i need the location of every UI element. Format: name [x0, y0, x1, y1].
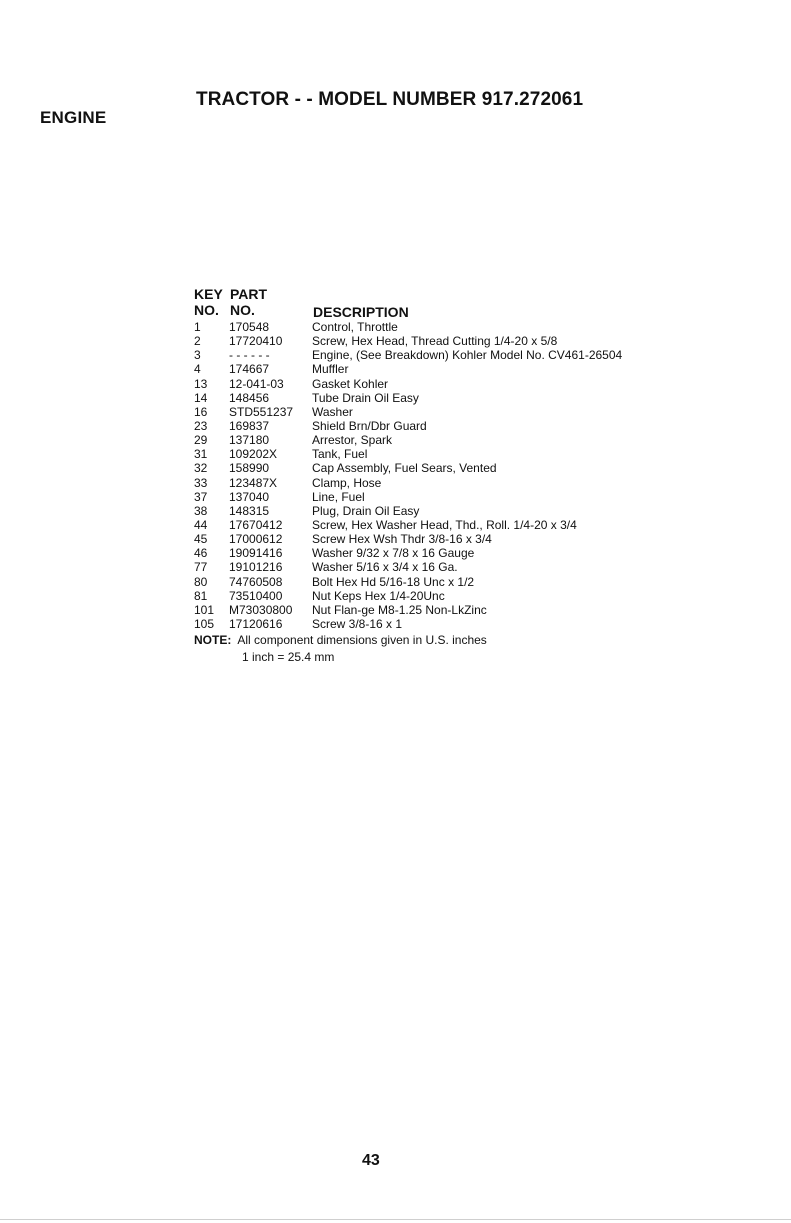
key-no: 77: [194, 560, 208, 575]
part-no: 109202X: [229, 447, 278, 462]
part-description: Cap Assembly, Fuel Sears, Vented: [312, 461, 497, 476]
key-no: 4: [194, 362, 201, 377]
part-no: 74760508: [229, 574, 283, 589]
part-description: Screw 3/8-16 x 1: [312, 616, 403, 631]
part-description: Muffler: [312, 362, 349, 377]
key-no: 46: [194, 546, 208, 561]
key-no: 3: [194, 348, 201, 363]
part-description: Nut Flan-ge M8-1.25 Non-LkZinc: [312, 602, 487, 617]
part-description: Bolt Hex Hd 5/16-18 Unc x 1/2: [312, 574, 475, 589]
part-no: 17670412: [229, 517, 283, 532]
part-no: 19101216: [229, 560, 283, 575]
key-no: 1: [194, 320, 201, 334]
part-description: Clamp, Hose: [312, 475, 382, 490]
part-description: Washer 5/16 x 3/4 x 16 Ga.: [312, 560, 458, 575]
page-edge-line: [0, 1219, 791, 1220]
key-no: 37: [194, 489, 208, 504]
part-no: 123487X: [229, 475, 278, 490]
part-description: Tank, Fuel: [312, 447, 368, 462]
key-header-line2: NO.: [194, 302, 219, 318]
key-no: 33: [194, 475, 208, 490]
part-no: 12-041-03: [229, 376, 284, 391]
part-description: Engine, (See Breakdown) Kohler Model No. CV461-26504: [312, 348, 623, 363]
key-no: 14: [194, 390, 208, 405]
key-no: 101: [194, 602, 215, 617]
section-label: ENGINE: [40, 108, 107, 127]
part-no: STD551237: [229, 404, 294, 419]
dimension-note: [194, 633, 487, 647]
part-description: Plug, Drain Oil Easy: [312, 503, 420, 518]
part-description: Line, Fuel: [312, 489, 365, 504]
part-no: 170548: [229, 320, 270, 334]
part-header-line1: PART: [230, 286, 268, 302]
part-description: Screw Hex Wsh Thdr 3/8-16 x 3/4: [312, 532, 492, 547]
part-no: 19091416: [229, 546, 283, 561]
key-no: 13: [194, 376, 208, 391]
part-description: Screw, Hex Washer Head, Thd., Roll. 1/4-20 x 3/4: [312, 517, 577, 532]
part-description: Washer: [312, 404, 353, 419]
key-no: 23: [194, 418, 208, 433]
key-no: 2: [194, 334, 201, 349]
key-no: 80: [194, 574, 208, 589]
note-text: All component dimensions given in U.S. inches: [237, 633, 487, 647]
part-description: Screw, Hex Head, Thread Cutting 1/4-20 x 5/8: [312, 334, 558, 349]
part-no: 148315: [229, 503, 270, 518]
part-no: 148456: [229, 390, 270, 405]
key-no: 29: [194, 433, 208, 448]
part-description: Washer 9/32 x 7/8 x 16 Gauge: [312, 546, 475, 561]
part-no: 169837: [229, 418, 270, 433]
part-no: 17120616: [229, 616, 283, 631]
conversion-note: 1 inch = 25.4 mm: [242, 650, 335, 664]
part-description: Tube Drain Oil Easy: [312, 390, 419, 405]
part-no: 137040: [229, 489, 270, 504]
part-description: Shield Brn/Dbr Guard: [312, 418, 427, 433]
key-no: 45: [194, 532, 208, 547]
part-description: Gasket Kohler: [312, 376, 389, 391]
part-no: M73030800: [229, 602, 293, 617]
part-no: 158990: [229, 461, 270, 476]
part-no: 137180: [229, 433, 270, 448]
key-no: 81: [194, 588, 208, 603]
key-no: 38: [194, 503, 208, 518]
key-no: 32: [194, 461, 208, 476]
page-number: 43: [362, 1152, 380, 1169]
part-no: 17000612: [229, 532, 283, 547]
part-description: Nut Keps Hex 1/4-20Unc: [312, 588, 445, 603]
part-description: Arrestor, Spark: [312, 433, 393, 448]
part-no: 17720410: [229, 334, 283, 349]
key-no: 31: [194, 447, 208, 462]
part-header-line2: NO.: [230, 302, 255, 318]
part-no: - - - - - -: [229, 348, 270, 363]
part-description: Control, Throttle: [312, 320, 398, 334]
note-label: NOTE:: [194, 633, 232, 647]
key-no: 44: [194, 517, 208, 532]
key-no: 16: [194, 404, 208, 419]
page-title: TRACTOR - - MODEL NUMBER 917.272061: [196, 89, 584, 110]
key-no: 105: [194, 616, 215, 631]
part-no: 174667: [229, 362, 270, 377]
part-no: 73510400: [229, 588, 283, 603]
key-header-line1: KEY: [194, 286, 223, 302]
description-header: DESCRIPTION: [313, 304, 409, 320]
